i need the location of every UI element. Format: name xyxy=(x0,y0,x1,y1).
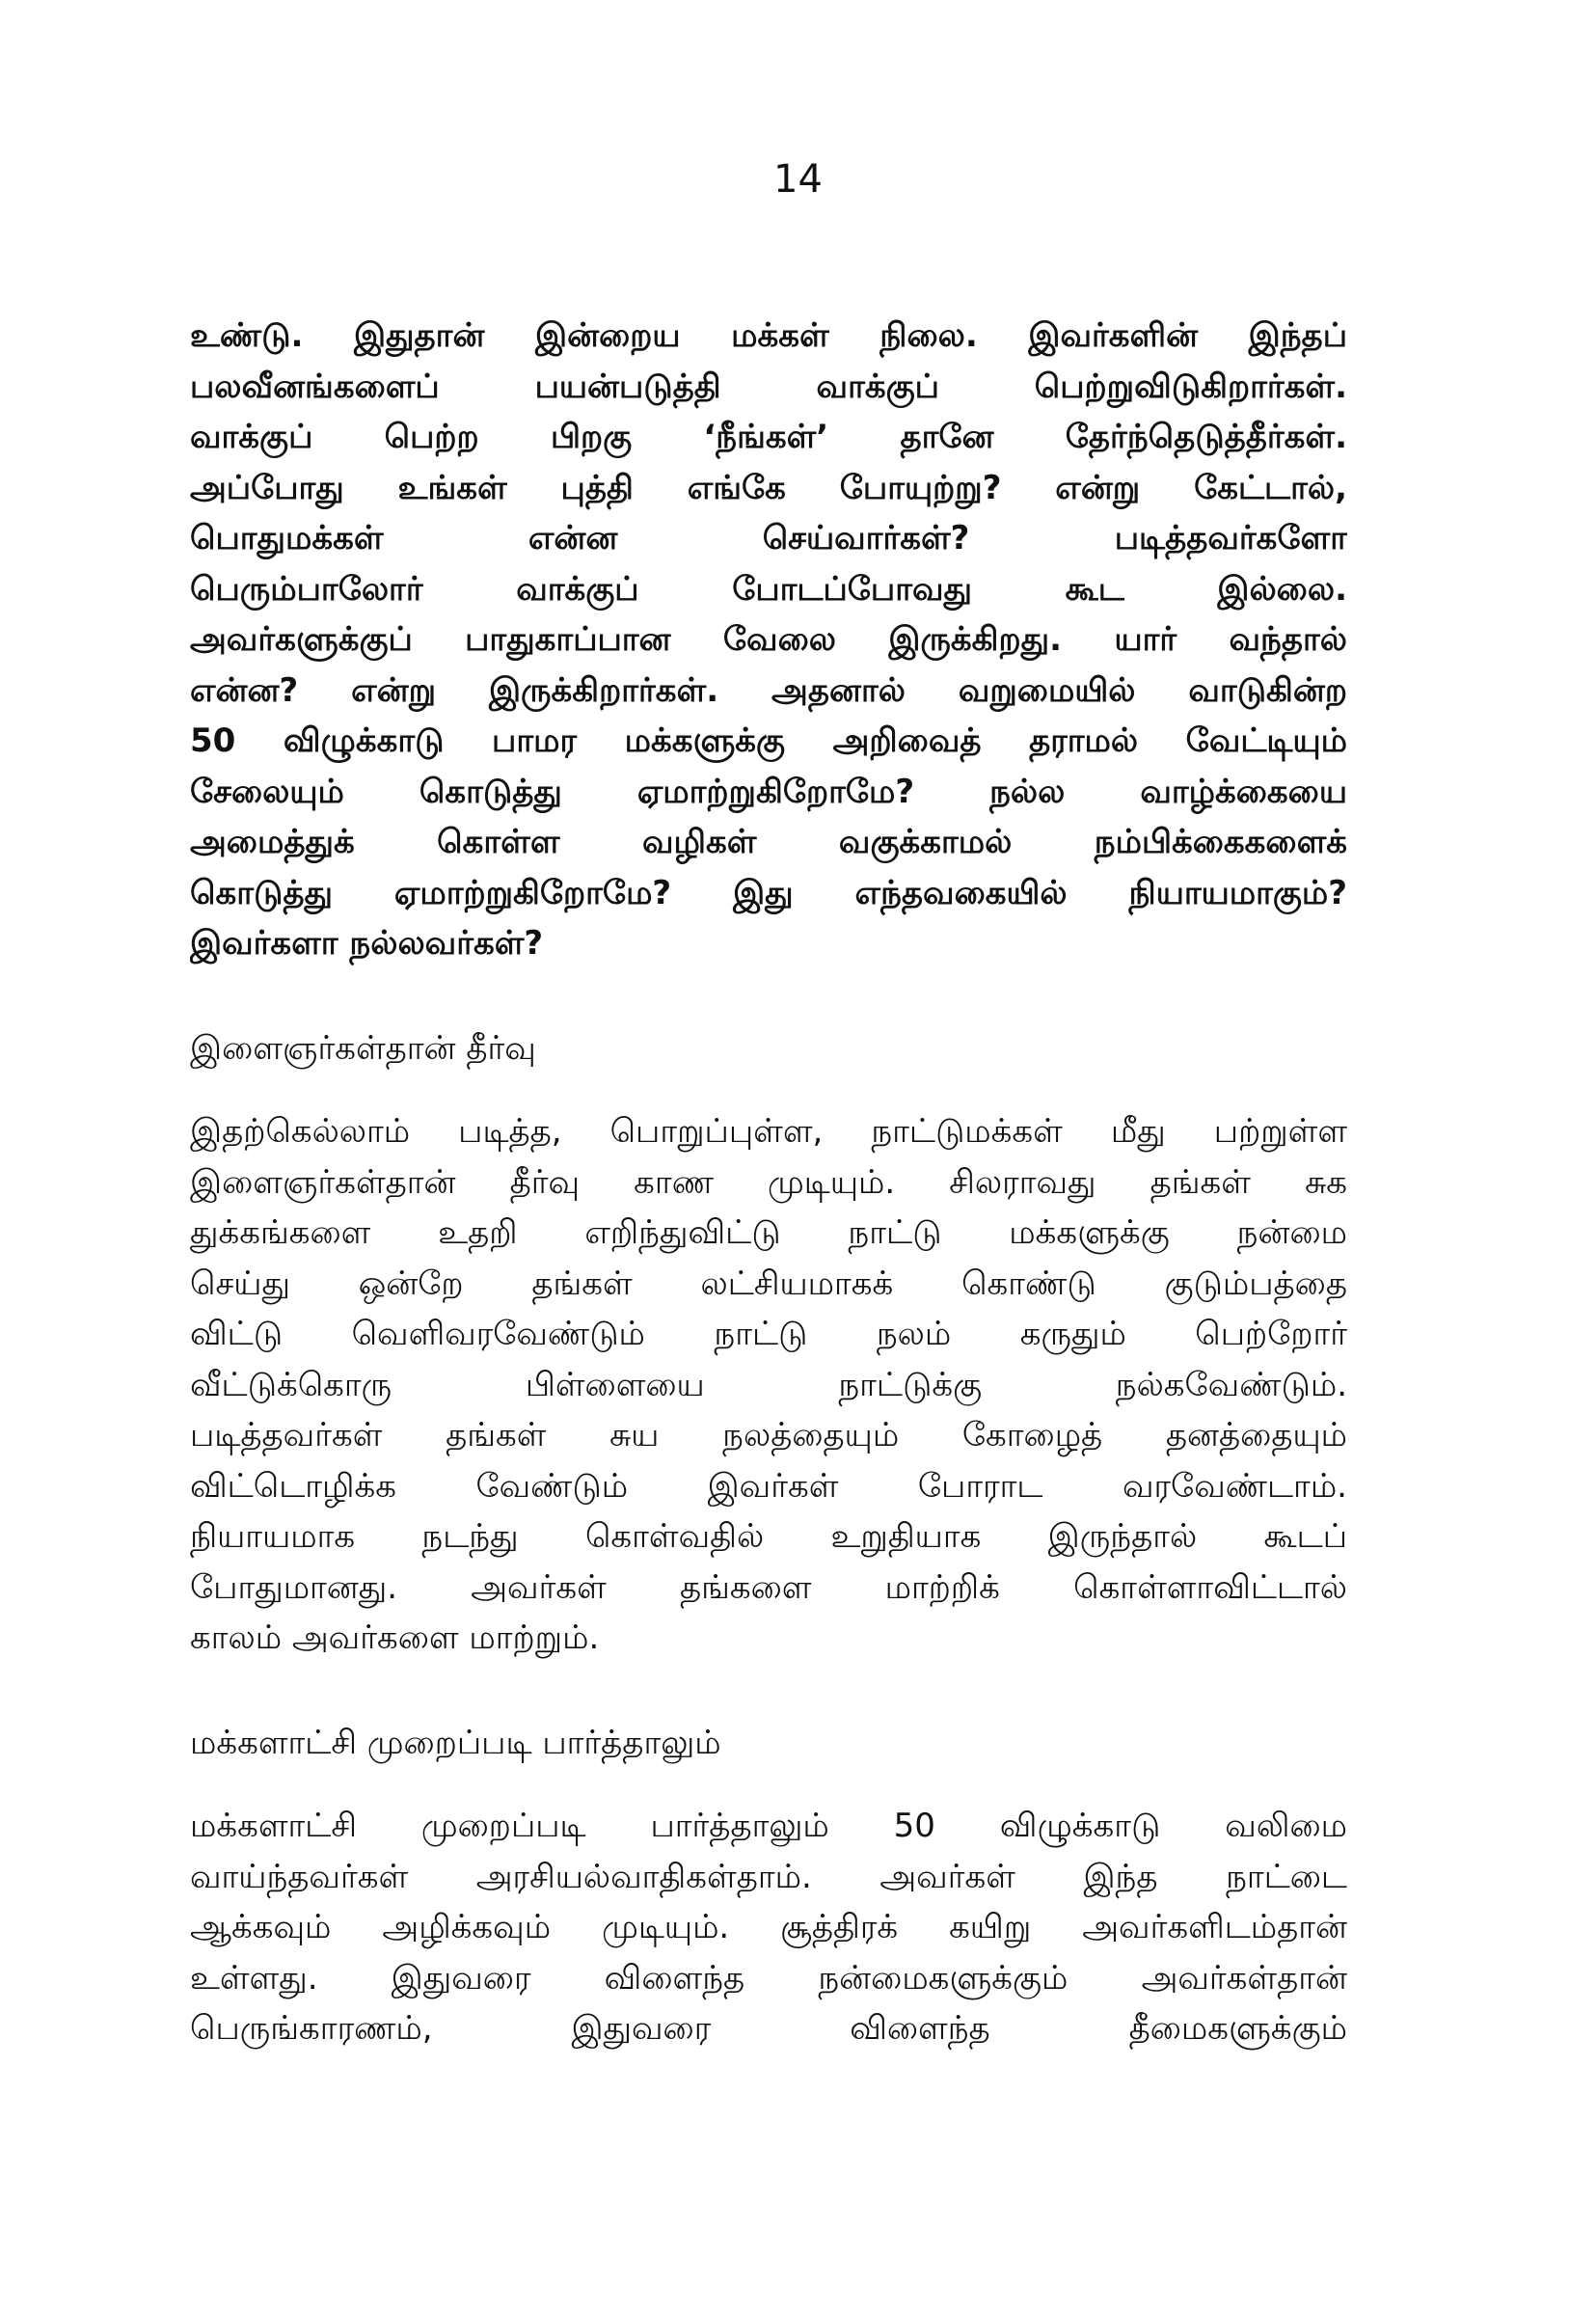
paragraph-line: படித்தவர்கள் தங்கள் சுய நலத்தையும் கோழைத் தனத்தையும் xyxy=(190,1416,1347,1455)
paragraph-line: 50 விழுக்காடு பாமர மக்களுக்கு அறிவைத் தராமல் வேட்டியும் xyxy=(190,721,1347,760)
paragraph-line: உள்ளது. இதுவரை விளைந்த நன்மைகளுக்கும் அவர்கள்தான் xyxy=(190,1958,1347,1998)
page-body xyxy=(190,311,1347,2054)
paragraph-line: பொதுமக்கள் என்ன செய்வார்கள்? படித்தவர்களோ xyxy=(190,519,1347,557)
paragraph-political-votes xyxy=(190,311,1347,969)
paragraph-line: வாக்குப் பெற்ற பிறகு ‘நீங்கள்’ தானே தேர்ந்தெடுத்தீர்கள். xyxy=(190,418,1347,456)
paragraph-line: அவர்களுக்குப் பாதுகாப்பான வேலை இருக்கிறது. யார் வந்தால் xyxy=(190,620,1347,659)
section-heading-democracy: மக்களாட்சி முறைப்படி பார்த்தாலும் xyxy=(190,1723,721,1762)
paragraph-line: விட்டொழிக்க வேண்டும் இவர்கள் போராட வரவேண்டாம். xyxy=(190,1466,1347,1506)
paragraph-line: பலவீனங்களைப் பயன்படுத்தி வாக்குப் பெற்றுவிடுகிறார்கள். xyxy=(190,367,1347,406)
paragraph-line: வாய்ந்தவர்கள் அரசியல்வாதிகள்தாம். அவர்கள் இந்த நாட்டை xyxy=(190,1857,1347,1896)
paragraph-line: என்ன? என்று இருக்கிறார்கள். அதனால் வறுமையில் வாடுகின்ற xyxy=(190,670,1347,710)
paragraph-line: வீட்டுக்கொரு பிள்ளையை நாட்டுக்கு நல்கவேண்டும். xyxy=(190,1365,1347,1404)
paragraph-line: பெரும்பாலோர் வாக்குப் போடப்போவது கூட இல்லை. xyxy=(190,569,1347,609)
paragraph-youth-solution xyxy=(190,1106,1347,1664)
paragraph-line: மக்களாட்சி முறைப்படி பார்த்தாலும் 50 விழுக்காடு வலிமை xyxy=(190,1807,1347,1845)
paragraph-line: விட்டு வெளிவரவேண்டும் நாட்டு நலம் கருதும் பெற்றோர் xyxy=(190,1315,1347,1353)
paragraph-line: இவர்களா நல்லவர்கள்? xyxy=(190,924,544,963)
paragraph-line: ஆக்கவும் அழிக்கவும் முடியும். சூத்திரக் கயிறு அவர்களிடம்தான் xyxy=(190,1908,1347,1946)
paragraph-line: அமைத்துக் கொள்ள வழிகள் வகுக்காமல் நம்பிக்கைகளைக் xyxy=(190,823,1347,861)
paragraph-line: இளைஞர்கள்தான் தீர்வு காண முடியும். சிலராவது தங்கள் சுக xyxy=(190,1162,1347,1202)
paragraph-line: காலம் அவர்களை மாற்றும். xyxy=(190,1618,600,1657)
paragraph-line: பெருங்காரணம், இதுவரை விளைந்த தீமைகளுக்கும் xyxy=(190,2009,1347,2048)
page-number: 14 xyxy=(773,157,823,202)
paragraph-line: துக்கங்களை உதறி எறிந்துவிட்டு நாட்டு மக்களுக்கு நன்மை xyxy=(190,1213,1347,1252)
paragraph-line: போதுமானது. அவர்கள் தங்களை மாற்றிக் கொள்ளாவிட்டால் xyxy=(190,1567,1347,1607)
paragraph-line: செய்து ஒன்றே தங்கள் லட்சியமாகக் கொண்டு குடும்பத்தை xyxy=(190,1264,1347,1303)
paragraph-line: அப்போது உங்கள் புத்தி எங்கே போயுற்று? என்று கேட்டால், xyxy=(190,468,1347,507)
paragraph-line: கொடுத்து ஏமாற்றுகிறோமே? இது எந்தவகையில் நியாயமாகும்? xyxy=(190,873,1347,912)
paragraph-democracy xyxy=(190,1801,1347,2054)
paragraph-line: நியாயமாக நடந்து கொள்வதில் உறுதியாக இருந்தால் கூடப் xyxy=(190,1517,1347,1556)
paragraph-line: சேலையும் கொடுத்து ஏமாற்றுகிறோமே? நல்ல வாழ்க்கையை xyxy=(190,772,1347,811)
paragraph-line: இதற்கெல்லாம் படித்த, பொறுப்புள்ள, நாட்டுமக்கள் மீது பற்றுள்ள xyxy=(190,1112,1347,1151)
paragraph-line: உண்டு. இதுதான் இன்றைய மக்கள் நிலை. இவர்களின் இந்தப் xyxy=(190,316,1347,355)
section-heading-youth: இளைஞர்கள்தான் தீர்வு xyxy=(190,1028,536,1068)
